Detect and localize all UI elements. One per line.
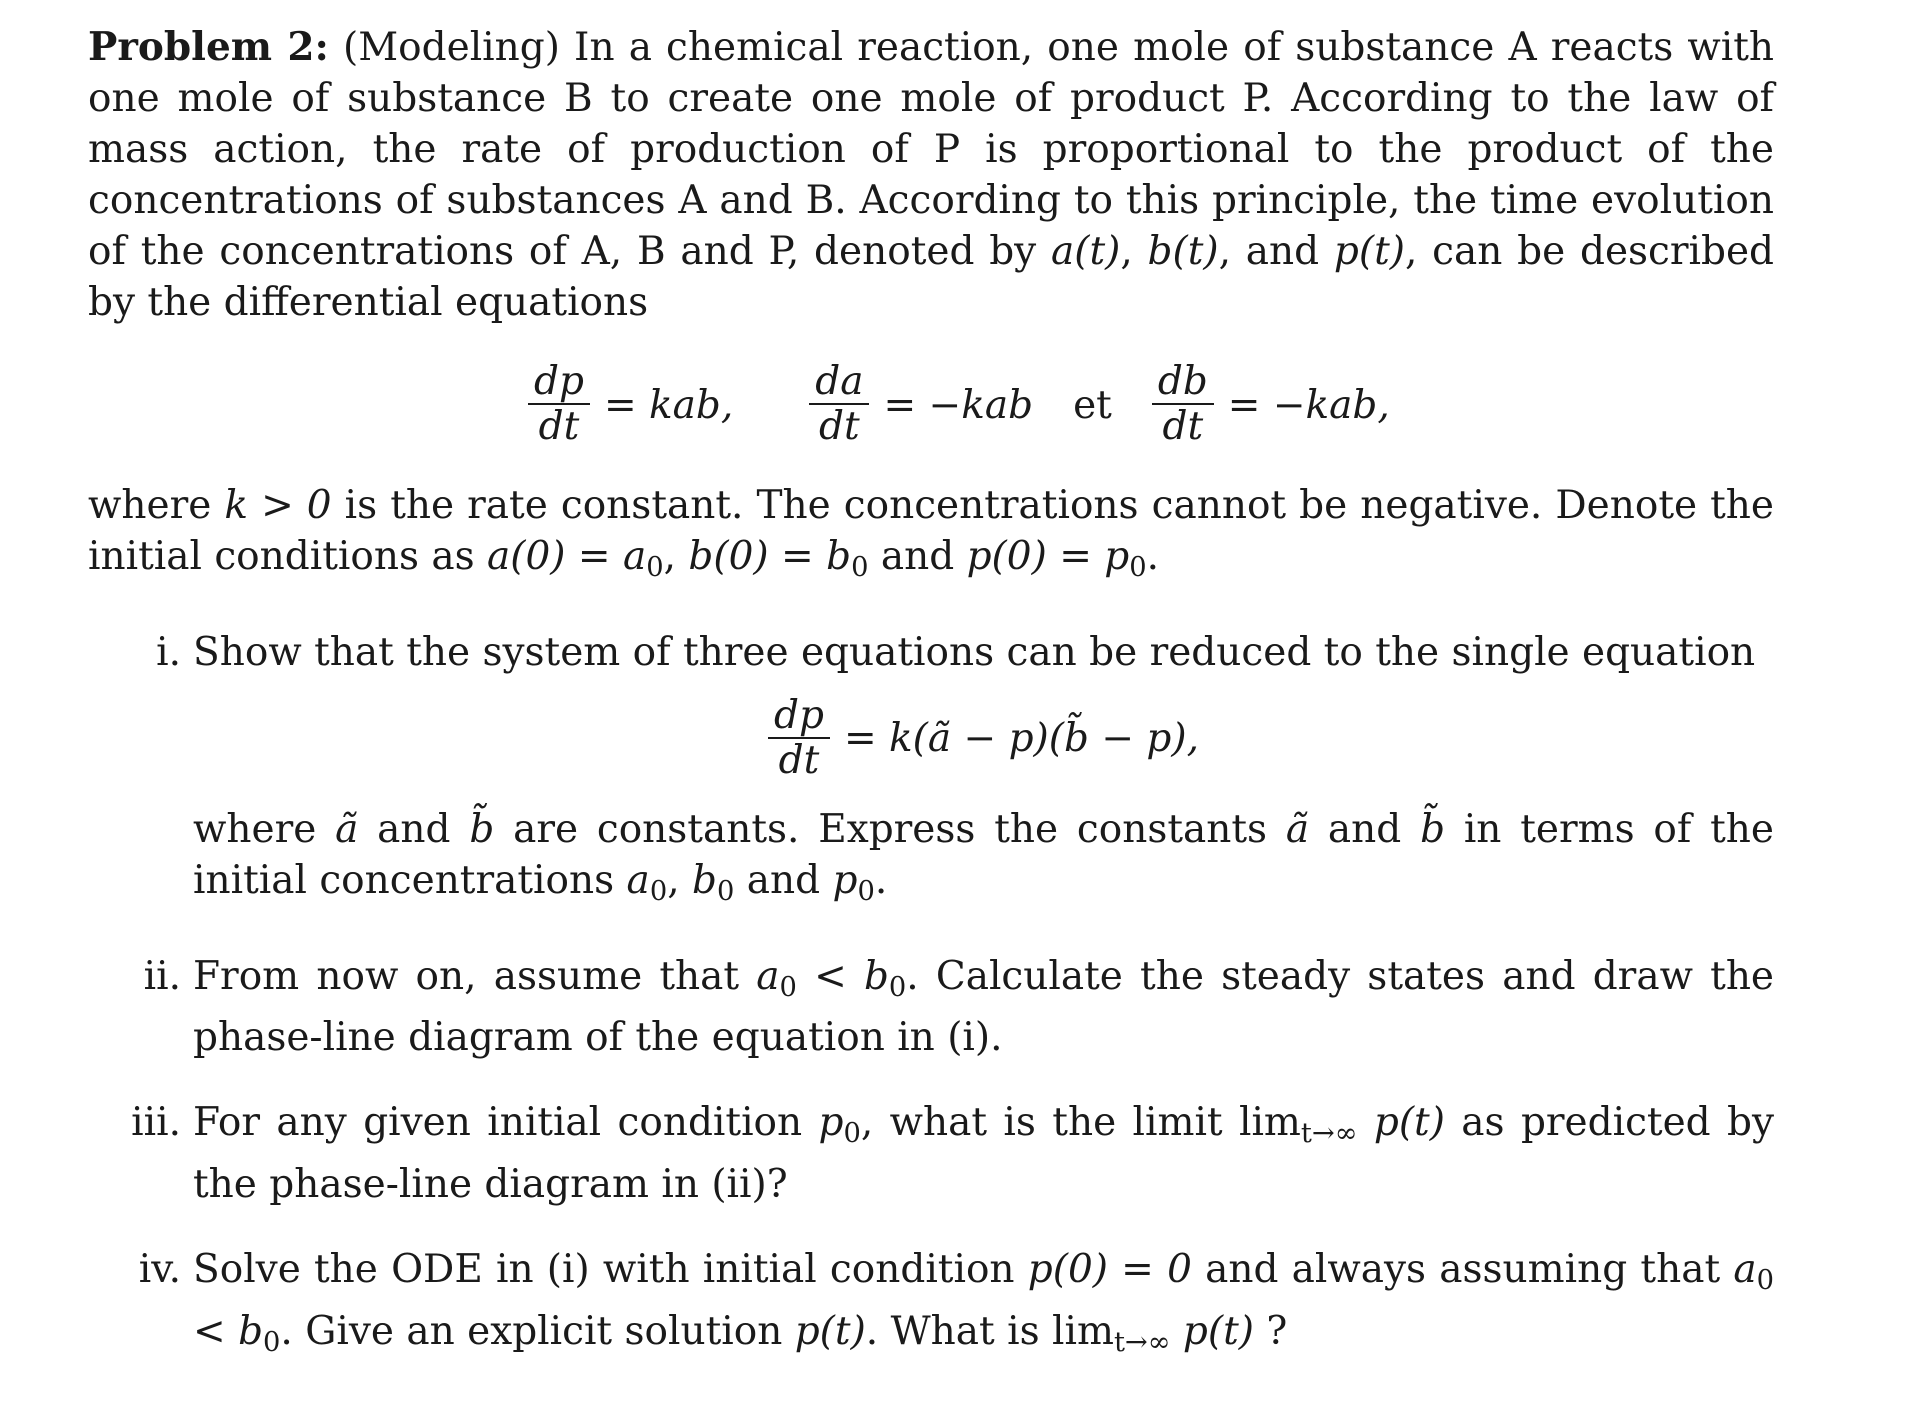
sep: , [1120, 229, 1148, 274]
denominator: dt [778, 737, 820, 783]
subscript: 0 [779, 971, 797, 1003]
numerator: dp [768, 695, 830, 739]
subscript: 0 [1129, 551, 1147, 583]
limit-expression: p(t) [1357, 1100, 1445, 1146]
text: is the rate constant. The concentrations cannot be negative. Denote the initial conditions as [88, 483, 1775, 579]
differential-system [88, 359, 1774, 449]
initial-condition: p(0) = 0 [1027, 1247, 1192, 1293]
condition: < b [193, 1309, 264, 1355]
fraction-da-dt [809, 361, 869, 449]
question-text-continued [193, 804, 1774, 917]
a-of-t: a(t) [1050, 229, 1121, 274]
solution: p(t) [794, 1309, 866, 1355]
rhs: = −kab [883, 382, 1034, 428]
limit-subscript: t→∞ [1300, 1118, 1358, 1150]
a-tilde: ã [1285, 806, 1310, 852]
sep: , and [1218, 229, 1334, 274]
text: as predicted by the phase-line diagram in (ii)? [193, 1100, 1774, 1208]
initial-conditions-paragraph [88, 480, 1774, 593]
fraction-dp-dt [528, 361, 590, 449]
item-marker: iv. [138, 1247, 181, 1293]
fraction-dp-dt [768, 692, 830, 783]
limit-subscript: t→∞ [1113, 1326, 1171, 1358]
text: and always assuming that [1191, 1247, 1734, 1293]
sep: . [1146, 534, 1160, 579]
p0: p [818, 1100, 844, 1146]
denominator: dt [819, 404, 860, 449]
b-tilde: b̃ [1420, 806, 1446, 852]
subscript: 0 [888, 971, 907, 1003]
item-marker: i. [156, 629, 181, 675]
equation [768, 692, 1199, 783]
problem-title: Problem 2: [88, 24, 329, 70]
b0: b [691, 857, 717, 903]
text: Solve the ODE in (i) with initial condition [193, 1247, 1028, 1293]
intro-text-end: , can be described by the differential equations [88, 229, 1775, 325]
subscript: 0 [851, 551, 869, 583]
subscript: 0 [857, 875, 875, 907]
reduced-equation [193, 692, 1774, 783]
text: where [193, 806, 336, 852]
b-tilde: b̃ [469, 806, 495, 852]
p0: p [832, 857, 858, 903]
problem-page [88, 22, 1774, 1402]
limit-expression: p(t) [1170, 1309, 1254, 1355]
text: and [734, 857, 833, 903]
rate-constant-condition: k > 0 [224, 483, 332, 528]
text: . [874, 857, 888, 903]
ic-p: p(0) = p [966, 534, 1130, 579]
item-marker: iii. [131, 1100, 181, 1146]
numerator: db [1152, 361, 1214, 405]
p-of-t: p(t) [1333, 229, 1405, 274]
question-iii [131, 1097, 1774, 1210]
text: . What is lim [865, 1309, 1114, 1355]
item-marker: ii. [143, 953, 181, 999]
text: . Calculate the steady states and draw the phase-line diagram of the equation in (i). [193, 953, 1775, 1061]
text: in terms of the initial concentrations [193, 806, 1774, 903]
text: , what is the limit lim [860, 1100, 1301, 1146]
numerator: dp [528, 361, 590, 405]
text: . Give an explicit solution [280, 1309, 795, 1355]
equation-dp [528, 361, 733, 449]
question-list [88, 627, 1774, 1368]
condition: a [1733, 1247, 1757, 1293]
denominator: dt [1162, 404, 1204, 449]
a-tilde: ã [335, 806, 359, 852]
b-of-t: b(t) [1147, 229, 1219, 274]
text: ? [1254, 1309, 1288, 1355]
text: are constants. Express the constants [494, 806, 1286, 852]
question-i [156, 627, 1774, 917]
condition: a [756, 953, 780, 999]
subscript: 0 [843, 1118, 861, 1150]
fraction-db-dt [1152, 361, 1214, 449]
rhs: = kab, [603, 382, 734, 428]
subscript: 0 [1756, 1265, 1774, 1297]
ic-a: a(0) = a [487, 534, 647, 579]
text: From now on, assume that [193, 953, 757, 999]
intro-text: (Modeling) In a chemical reaction, one mole of substance A reacts with one mole of substance B to create one mole of product P. According to the law of mass action, the rate of production of P is proportional to the product of the concentrations of substances A and B. According to this principle, the time evolution of the concentrations of A, B and P, denoted by [88, 25, 1774, 274]
text: , [667, 857, 692, 903]
sep: and [868, 534, 967, 579]
sep: , [663, 534, 689, 579]
subscript: 0 [263, 1326, 281, 1358]
question-iv [138, 1244, 1774, 1368]
question-text: Show that the system of three equations can be reduced to the single equation [193, 629, 1756, 675]
connector-et: et [1073, 382, 1112, 428]
a0: a [626, 857, 650, 903]
rhs: = k(ã − p)(b̃ − p), [843, 716, 1199, 762]
subscript: 0 [716, 875, 735, 907]
numerator: da [809, 361, 869, 405]
text: and [358, 806, 470, 852]
question-ii [143, 951, 1775, 1064]
problem-intro [88, 22, 1774, 328]
ic-b: b(0) = b [688, 534, 852, 579]
equation-db [1152, 361, 1390, 449]
rhs: = −kab, [1227, 382, 1390, 428]
denominator: dt [538, 404, 580, 449]
subscript: 0 [649, 875, 668, 907]
text: and [1309, 806, 1421, 852]
text: where [88, 483, 225, 528]
equation-da [809, 361, 1033, 449]
text: For any given initial condition [193, 1100, 819, 1146]
condition: < b [796, 953, 889, 999]
subscript: 0 [646, 551, 664, 583]
